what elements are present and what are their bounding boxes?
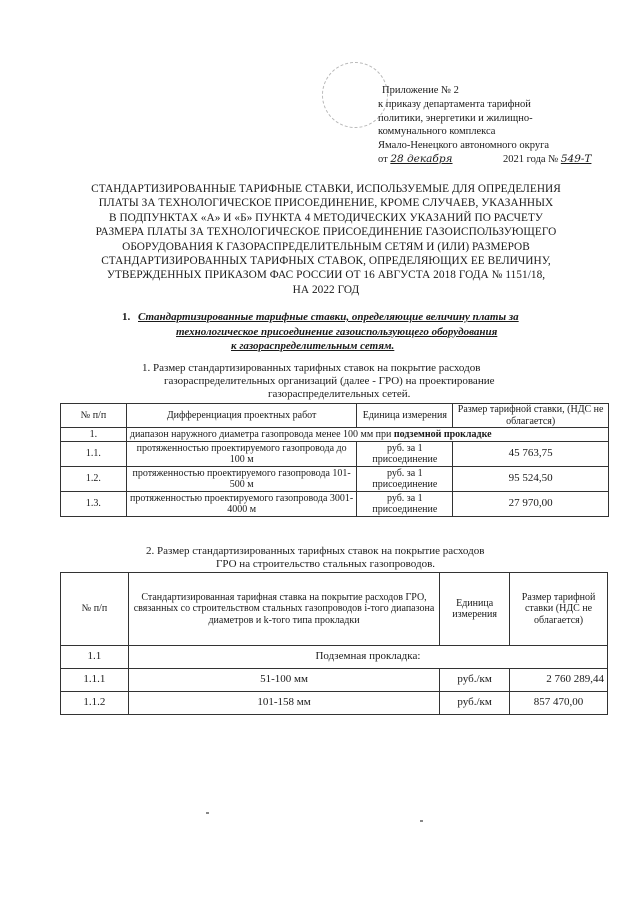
row-value: 45 763,75 <box>453 442 609 467</box>
section-1-line-3: к газораспределительным сетям. <box>231 340 395 352</box>
title-line-4: РАЗМЕРА ПЛАТЫ ЗА ТЕХНОЛОГИЧЕСКОЕ ПРИСОЕДИНЕНИЕ ГАЗОИСПОЛЬЗУЮЩЕГО <box>95 226 557 239</box>
row-value: 2 760 289,44 <box>510 669 608 692</box>
row-unit: руб./км <box>440 692 510 715</box>
band-text-bold: подземной прокладке <box>393 428 492 440</box>
band-text <box>126 428 608 442</box>
date-year: 2021 года № <box>502 153 559 165</box>
header-num: № п/п <box>61 404 127 428</box>
row-value: 27 970,00 <box>453 492 609 517</box>
header-unit: Единица измерения <box>440 573 510 646</box>
table-group-row <box>61 646 608 669</box>
row-unit: руб. за 1 присоединение <box>357 442 453 467</box>
design-rates-table <box>60 403 609 517</box>
subsection-1-line-2: газораспределительных организаций (далее - ГРО) на проектирование <box>164 375 495 387</box>
appendix-date-line <box>378 153 618 167</box>
document-title <box>60 182 592 297</box>
band-num: 1. <box>61 428 127 442</box>
order-number: 549-Т <box>560 152 592 165</box>
appendix-line-1: Приложение № 2 <box>382 85 459 96</box>
header-unit: Единица измерения <box>357 404 453 428</box>
title-line-7: УТВЕРЖДЕННЫХ ПРИКАЗОМ ФАС РОССИИ ОТ 16 АВГУСТА 2018 ГОДА № 1151/18, <box>106 269 546 282</box>
scan-speck <box>206 812 209 814</box>
title-line-8: НА 2022 ГОД <box>292 283 360 296</box>
construction-rates-table <box>60 572 608 715</box>
subsection-2 <box>146 545 576 571</box>
header-rate: Размер тарифной ставки (НДС не облагается) <box>510 573 608 646</box>
appendix-line-3: политики, энергетики и жилищно- <box>378 112 533 124</box>
table-row <box>61 442 609 467</box>
band-text-normal: диапазон наружного диаметра газопровода менее 100 мм при <box>129 428 394 440</box>
scan-speck <box>420 820 423 822</box>
subsection-1 <box>130 362 570 401</box>
group-num: 1.1 <box>61 646 129 669</box>
header-num: № п/п <box>61 573 129 646</box>
table-row <box>61 692 608 715</box>
row-value: 857 470,00 <box>510 692 608 715</box>
appendix-header <box>378 84 618 167</box>
row-unit: руб./км <box>440 669 510 692</box>
group-text: Подземная прокладка: <box>128 646 607 669</box>
title-line-3: В ПОДПУНКТАХ «А» И «Б» ПУНКТА 4 МЕТОДИЧЕСКИХ УКАЗАНИЙ ПО РАСЧЕТУ <box>109 211 543 224</box>
appendix-line-4: коммунального комплекса <box>378 126 496 138</box>
row-desc: протяженностью проектируемого газопровода 101-500 м <box>126 467 357 492</box>
table-header-row <box>61 404 609 428</box>
date-handwritten: 28 декабря <box>390 152 453 165</box>
subsection-2-line-2: ГРО на строительство стальных газопроводов. <box>216 558 436 570</box>
section-1-line-1: Стандартизированные тарифные ставки, определяющие величину платы за <box>138 311 519 323</box>
row-num: 1.3. <box>61 492 127 517</box>
row-desc: протяженностью проектируемого газопровода 3001-4000 м <box>126 492 357 517</box>
row-num: 1.1.1 <box>61 669 129 692</box>
header-desc: Стандартизированная тарифная ставка на покрытие расходов ГРО, связанных со строительством стальных газопроводов i-того диапазона диаметров и k-того типа прокладки <box>128 573 439 646</box>
appendix-line-5: Ямало-Ненецкого автономного округа <box>378 140 550 152</box>
title-line-5: ОБОРУДОВАНИЯ К ГАЗОРАСПРЕДЕЛИТЕЛЬНЫМ СЕТЯМ И (ИЛИ) РАЗМЕРОВ <box>122 240 530 253</box>
row-unit: руб. за 1 присоединение <box>357 467 453 492</box>
table-header-row <box>61 573 608 646</box>
header-desc: Дифференциация проектных работ <box>126 404 357 428</box>
title-line-2: ПЛАТЫ ЗА ТЕХНОЛОГИЧЕСКОЕ ПРИСОЕДИНЕНИЕ, КРОМЕ СЛУЧАЕВ, УКАЗАННЫХ <box>98 197 554 210</box>
date-prefix: от <box>378 153 388 165</box>
appendix-line-2: к приказу департамента тарифной <box>378 98 531 110</box>
row-num: 1.1.2 <box>61 692 129 715</box>
row-num: 1.1. <box>61 442 127 467</box>
subsection-1-line-1: 1. Размер стандартизированных тарифных ставок на покрытие расходов <box>142 362 481 374</box>
row-desc: 101-158 мм <box>128 692 439 715</box>
title-line-6: СТАНДАРТИЗИРОВАННЫХ ТАРИФНЫХ СТАВОК, ОПРЕДЕЛЯЮЩИХ ЕЕ ВЕЛИЧИНУ, <box>101 255 551 268</box>
section-1-heading <box>110 310 580 354</box>
table-row <box>61 669 608 692</box>
subsection-2-line-1: 2. Размер стандартизированных тарифных ставок на покрытие расходов <box>146 545 485 557</box>
table-row <box>61 492 609 517</box>
row-unit: руб. за 1 присоединение <box>357 492 453 517</box>
row-desc: протяженностью проектируемого газопровода до 100 м <box>126 442 357 467</box>
section-1-line-2: технологическое присоединение газоиспользующего оборудования <box>176 325 498 338</box>
section-1-number: 1. <box>122 311 131 323</box>
subsection-1-line-3: газораспределительных сетей. <box>268 388 411 400</box>
row-value: 95 524,50 <box>453 467 609 492</box>
row-desc: 51-100 мм <box>128 669 439 692</box>
header-rate: Размер тарифной ставки, (НДС не облагается) <box>453 404 609 428</box>
table-band-row <box>61 428 609 442</box>
table-row <box>61 467 609 492</box>
row-num: 1.2. <box>61 467 127 492</box>
title-line-1: СТАНДАРТИЗИРОВАННЫЕ ТАРИФНЫЕ СТАВКИ, ИСПОЛЬЗУЕМЫЕ ДЛЯ ОПРЕДЕЛЕНИЯ <box>91 183 561 195</box>
